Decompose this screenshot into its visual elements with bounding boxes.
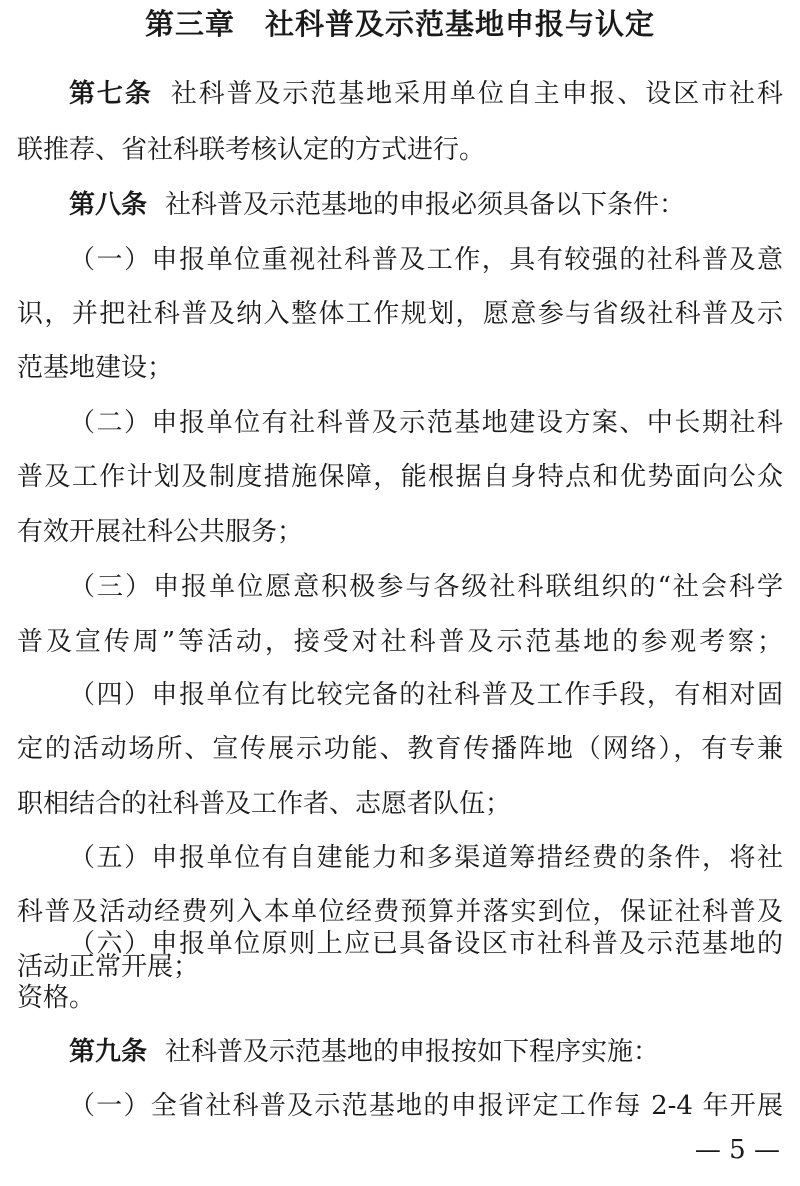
clause-8-5-line-2: 科普及活动经费列入本单位经费预算并落实到位，保证社科普及 [17, 897, 783, 927]
article-8-label: 第八条 [69, 190, 148, 220]
clause-8-2-line-3: 有效开展社科公共服务； [17, 517, 304, 547]
clause-8-1-line-2: 识，并把社科普及纳入整体工作规划，愿意参与省级社科普及示 [17, 299, 783, 329]
clause-8-4-line-1: （四）申报单位有比较完备的社科普及工作手段，有相对固 [69, 680, 783, 710]
clause-8-6-line-1: （六）申报单位原则上应已具备设区市社科普及示范基地的 [69, 929, 783, 959]
article-7-label: 第七条 [69, 79, 153, 109]
article-8-line-1 [69, 183, 783, 227]
clause-8-5-line-1: （五）申报单位有自建能力和多渠道筹措经费的条件，将社 [69, 843, 783, 873]
clause-8-4-line-3: 职相结合的社科普及工作者、志愿者队伍； [17, 789, 512, 819]
clause-8-1-line-1: （一）申报单位重视社科普及工作，具有较强的社科普及意 [69, 245, 783, 275]
clause-8-3-line-1: （三）申报单位愿意积极参与各级社科联组织的“社会科学 [69, 572, 783, 602]
article-7-text: 社科普及示范基地采用单位自主申报、设区市社科 [170, 79, 783, 109]
article-8-text: 社科普及示范基地的申报必须具备以下条件： [165, 190, 686, 220]
article-9-label: 第九条 [69, 1037, 148, 1067]
article-9-text: 社科普及示范基地的申报按如下程序实施： [165, 1037, 660, 1067]
clause-8-3-line-2: 普及宣传周”等活动，接受对社科普及示范基地的参观考察； [17, 627, 783, 657]
clause-8-1-line-3: 范基地建设； [17, 353, 174, 383]
article-9-line-1 [69, 1030, 783, 1074]
article-7-line-2: 联推荐、省社科联考核认定的方式进行。 [17, 135, 486, 165]
chapter-title: 第三章 社科普及示范基地申报与认定 [144, 7, 655, 41]
clause-9-1-line-1: （一）全省社科普及示范基地的申报评定工作每 2-4 年开展 [69, 1091, 783, 1121]
clause-8-6-line-2: 资格。 [17, 983, 96, 1013]
article-7-line-1 [69, 72, 783, 116]
clause-8-4-line-2: 定的活动场所、宣传展示功能、教育传播阵地（网络），有专兼 [17, 734, 783, 764]
clause-8-2-line-2: 普及工作计划及制度措施保障，能根据自身特点和优势面向公众 [17, 462, 783, 492]
clause-8-5-line-3: 活动正常开展； [17, 952, 200, 982]
clause-8-2-line-1: （二）申报单位有社科普及示范基地建设方案、中长期社科 [69, 408, 783, 438]
page-number: — 5 — [694, 1135, 780, 1165]
